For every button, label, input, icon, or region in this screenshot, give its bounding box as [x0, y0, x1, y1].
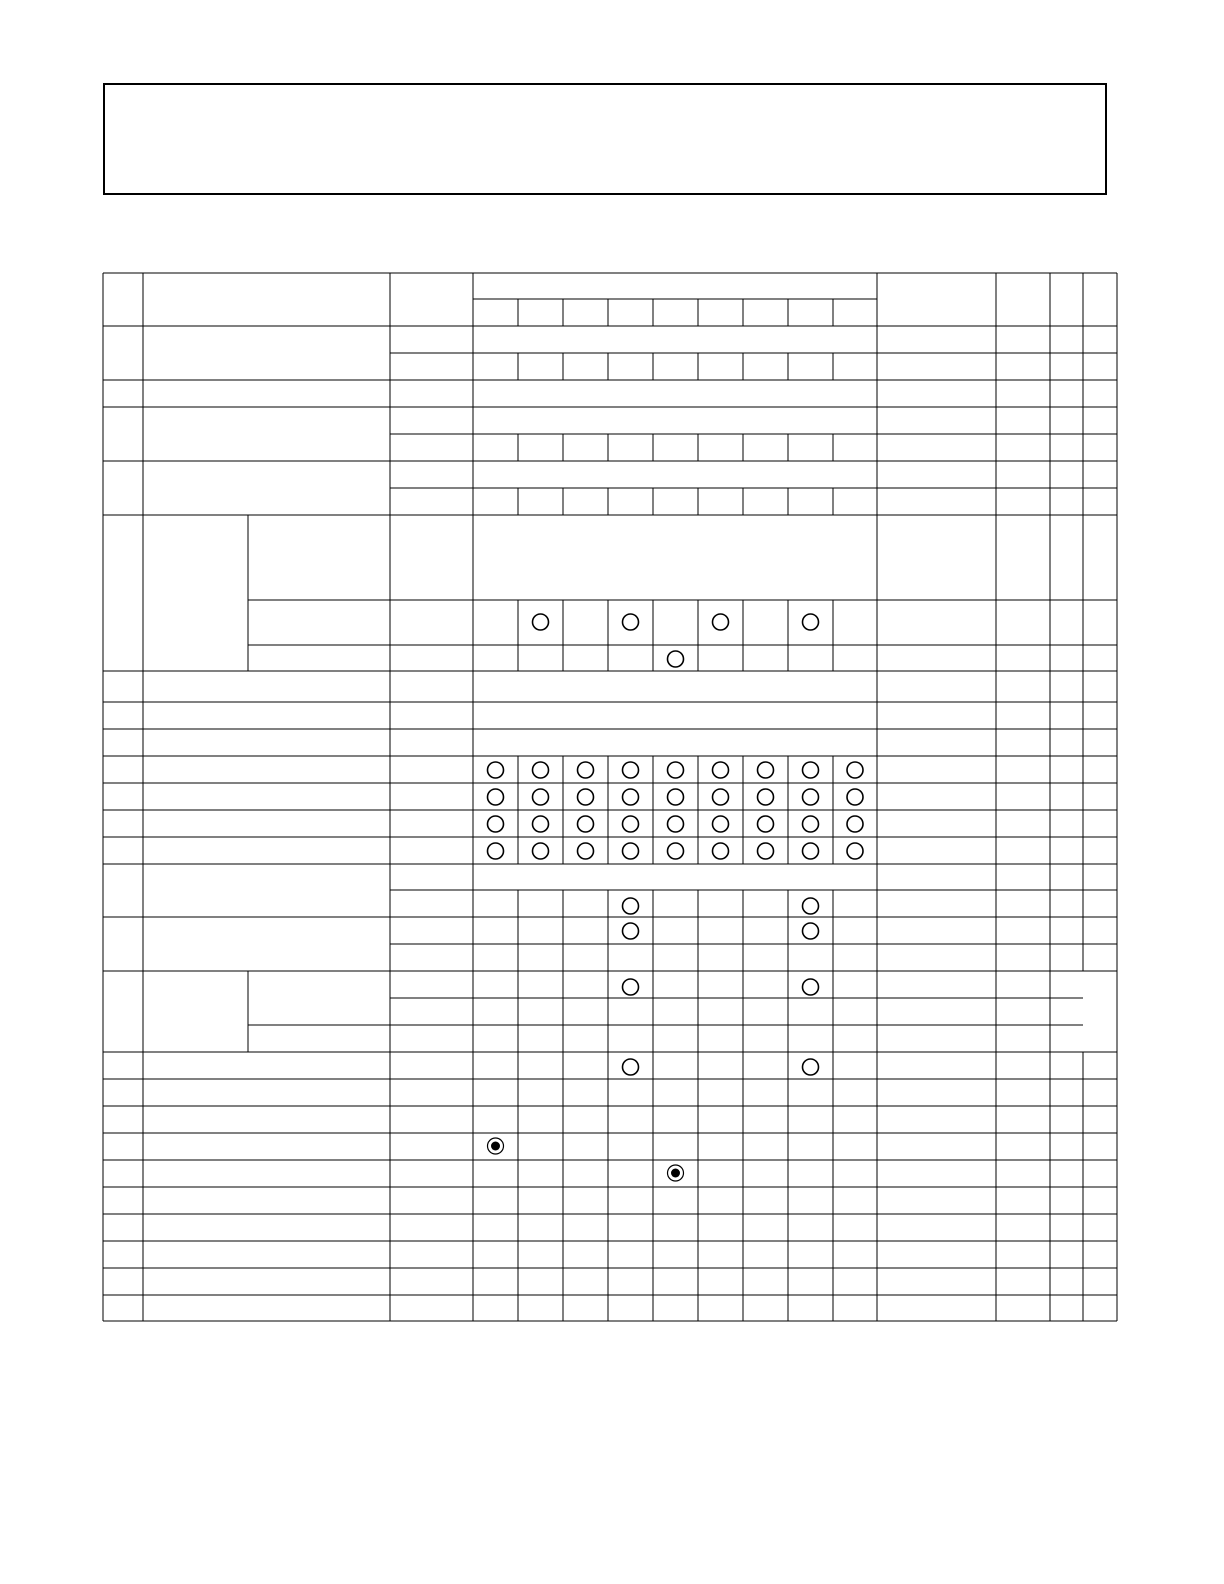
circle-mark: [803, 923, 819, 939]
circle-mark: [803, 843, 819, 859]
circle-mark: [758, 843, 774, 859]
circle-mark: [758, 789, 774, 805]
circle-mark: [668, 843, 684, 859]
circle-mark: [623, 762, 639, 778]
circle-mark: [578, 816, 594, 832]
circle-mark: [623, 923, 639, 939]
circle-mark: [488, 762, 504, 778]
table-grid-lines: [103, 273, 1117, 1321]
circle-mark: [623, 898, 639, 914]
circle-mark: [668, 762, 684, 778]
circle-mark: [847, 816, 863, 832]
double-circle-mark: [488, 1138, 504, 1154]
circle-mark: [488, 843, 504, 859]
circle-mark: [803, 614, 819, 630]
circle-mark: [713, 614, 729, 630]
circle-mark: [488, 789, 504, 805]
circle-mark: [758, 762, 774, 778]
circle-mark: [713, 816, 729, 832]
circle-mark: [847, 789, 863, 805]
circle-mark: [713, 843, 729, 859]
circle-mark: [803, 979, 819, 995]
circle-mark: [758, 816, 774, 832]
circle-mark: [578, 789, 594, 805]
circle-mark: [713, 762, 729, 778]
circle-mark: [623, 1059, 639, 1075]
circle-mark: [623, 614, 639, 630]
circle-mark: [623, 979, 639, 995]
circle-mark: [803, 789, 819, 805]
circle-mark: [668, 816, 684, 832]
circle-mark: [803, 762, 819, 778]
circle-mark: [488, 816, 504, 832]
circle-mark: [623, 843, 639, 859]
circle-mark: [578, 843, 594, 859]
table-marks: [488, 614, 864, 1181]
circle-mark: [578, 762, 594, 778]
circle-mark: [803, 816, 819, 832]
circle-mark: [847, 762, 863, 778]
circle-mark: [713, 789, 729, 805]
circle-mark: [533, 843, 549, 859]
circle-mark: [533, 762, 549, 778]
circle-mark: [803, 1059, 819, 1075]
circle-mark: [623, 789, 639, 805]
circle-mark: [668, 651, 684, 667]
circle-mark: [533, 816, 549, 832]
circle-mark: [533, 789, 549, 805]
circle-mark: [668, 789, 684, 805]
circle-mark: [803, 898, 819, 914]
circle-mark: [847, 843, 863, 859]
circle-mark: [623, 816, 639, 832]
double-circle-mark: [668, 1165, 684, 1181]
circle-mark: [533, 614, 549, 630]
